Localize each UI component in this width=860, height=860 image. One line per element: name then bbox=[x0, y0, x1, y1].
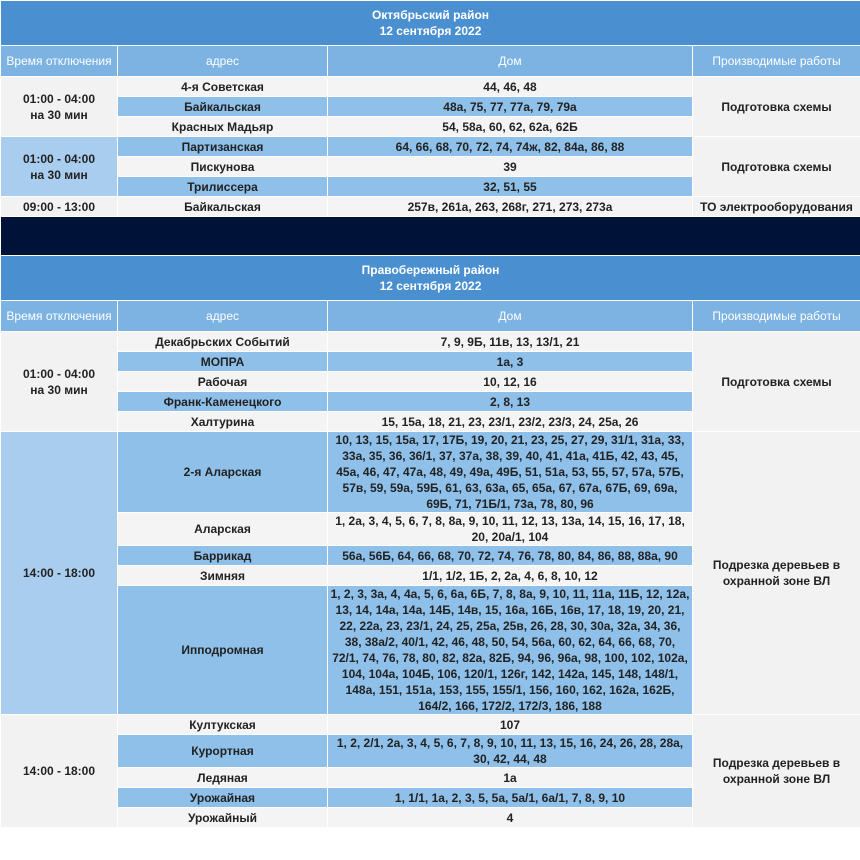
houses-cell: 15, 15а, 18, 21, 23, 23/1, 23/2, 23/3, 24, 25а, 26 bbox=[328, 412, 693, 432]
district-name: Правобережный район bbox=[361, 263, 500, 277]
col-time-header: Время отключения bbox=[1, 301, 118, 332]
houses-cell: 39 bbox=[328, 157, 693, 177]
street-cell: Байкальская bbox=[118, 197, 328, 217]
street-cell: Байкальская bbox=[118, 97, 328, 117]
street-cell: Партизанская bbox=[118, 137, 328, 157]
time-cell: 01:00 - 04:00 на 30 мин bbox=[1, 137, 118, 197]
houses-cell: 54, 58а, 60, 62, 62а, 62Б bbox=[328, 117, 693, 137]
street-cell: Ипподромная bbox=[118, 586, 328, 715]
section-separator bbox=[1, 217, 860, 256]
street-cell: Халтурина bbox=[118, 412, 328, 432]
table-row bbox=[1, 715, 860, 735]
houses-cell: 1а, 3 bbox=[328, 352, 693, 372]
col-time-header: Время отключения bbox=[1, 46, 118, 77]
houses-cell: 4 bbox=[328, 808, 693, 828]
col-address-header: адрес bbox=[118, 301, 328, 332]
houses-cell: 107 bbox=[328, 715, 693, 735]
schedule-date: 12 сентября 2022 bbox=[379, 279, 482, 293]
houses-cell: 1, 2, 3, 3а, 4, 4а, 5, 6, 6а, 6Б, 7, 8, 8а, 9, 10, 11, 11а, 11Б, 12, 12а, 13, 14, 14а, 14а, 14Б, 14в, 15, 16а, 16Б, 16в, 17, 18, 19, 20, 21, 22, 22а, 23, 23/1, 24, 25, 25а, 25в, 26, 28, 30, 30а, 32а, 34, 36, 38, 38а/2, 40/1, 42, 46, 48, 50, 54, 56а, 60, 62, 64, 66, 68, 70, 72/1, 74, 76, 78, 80, 82, 82а, 82Б, 94, 96, 96а, 98, 100, 102, 102а, 104, 104а, 104Б, 106, 120/1, 126г, 142, 142а, 145, 148, 148/1, 148а, 151, 151а, 153, 155, 155/1, 156, 160, 162, 162а, 162Б, 164/2, 166, 172/2, 172/3, 186, 188 bbox=[328, 586, 693, 715]
table-row bbox=[1, 432, 860, 513]
col-house-header: Дом bbox=[328, 301, 693, 332]
street-cell: Курортная bbox=[118, 735, 328, 768]
time-cell: 14:00 - 18:00 bbox=[1, 715, 118, 828]
houses-cell: 1, 2а, 3, 4, 5, 6, 7, 8, 8а, 9, 10, 11, 12, 13, 13а, 14, 15, 16, 17, 18, 20, 20а/1, 104 bbox=[328, 513, 693, 546]
work-cell: Подрезка деревьев в охранной зоне ВЛ bbox=[693, 715, 860, 828]
work-cell: Подготовка схемы bbox=[693, 332, 860, 432]
houses-cell: 56а, 56Б, 64, 66, 68, 70, 72, 74, 76, 78, 80, 84, 86, 88, 88а, 90 bbox=[328, 546, 693, 566]
street-cell: Рабочая bbox=[118, 372, 328, 392]
houses-cell: 7, 9, 9Б, 11в, 13, 13/1, 21 bbox=[328, 332, 693, 352]
time-cell: 09:00 - 13:00 bbox=[1, 197, 118, 217]
work-cell: ТО электрооборудования bbox=[693, 197, 860, 217]
header-row bbox=[1, 301, 860, 332]
street-cell: Декабрьских Событий bbox=[118, 332, 328, 352]
street-cell: 2-я Аларская bbox=[118, 432, 328, 513]
work-cell: Подготовка схемы bbox=[693, 137, 860, 197]
time-cell: 14:00 - 18:00 bbox=[1, 432, 118, 715]
table-row bbox=[1, 77, 860, 97]
street-cell: Трилиссера bbox=[118, 177, 328, 197]
work-cell: Подрезка деревьев в охранной зоне ВЛ bbox=[693, 432, 860, 715]
houses-cell: 1, 2, 2/1, 2а, 3, 4, 5, 6, 7, 8, 9, 10, 11, 13, 15, 16, 24, 26, 28, 28а, 30, 42, 44, 48 bbox=[328, 735, 693, 768]
houses-cell: 10, 13, 15, 15а, 17, 17Б, 19, 20, 21, 23, 25, 27, 29, 31/1, 31а, 33, 33а, 35, 36, 36/1, 37, 37а, 38, 39, 40, 41, 41а, 41Б, 42, 43, 45, 45а, 46, 47, 47а, 48, 49, 49а, 49Б, 51, 51а, 53, 55, 57, 57а, 57Б, 57в, 59, 59а, 59Б, 61, 63, 63а, 65, 65а, 67, 67а, 67Б, 69, 69а, 69Б, 71, 71Б/1, 73а, 78, 80, 96 bbox=[328, 432, 693, 513]
street-cell: Аларская bbox=[118, 513, 328, 546]
header-row bbox=[1, 46, 860, 77]
street-cell: Красных Мадьяр bbox=[118, 117, 328, 137]
houses-cell: 2, 8, 13 bbox=[328, 392, 693, 412]
street-cell: 4-я Советская bbox=[118, 77, 328, 97]
houses-cell: 64, 66, 68, 70, 72, 74, 74ж, 82, 84а, 86, 88 bbox=[328, 137, 693, 157]
houses-cell: 1, 1/1, 1а, 2, 3, 5, 5а, 5а/1, 6а/1, 7, 8, 9, 10 bbox=[328, 788, 693, 808]
houses-cell: 44, 46, 48 bbox=[328, 77, 693, 97]
houses-cell: 10, 12, 16 bbox=[328, 372, 693, 392]
street-cell: Франк-Каменецкого bbox=[118, 392, 328, 412]
time-cell: 01:00 - 04:00 на 30 мин bbox=[1, 332, 118, 432]
street-cell: Урожайная bbox=[118, 788, 328, 808]
street-cell: Баррикад bbox=[118, 546, 328, 566]
houses-cell: 257в, 261а, 263, 268г, 271, 273, 273а bbox=[328, 197, 693, 217]
table-row bbox=[1, 137, 860, 157]
houses-cell: 1а bbox=[328, 768, 693, 788]
schedule-date: 12 сентября 2022 bbox=[379, 24, 482, 38]
col-work-header: Производимые работы bbox=[693, 46, 860, 77]
table-row bbox=[1, 332, 860, 352]
col-address-header: адрес bbox=[118, 46, 328, 77]
street-cell: Култукская bbox=[118, 715, 328, 735]
col-house-header: Дом bbox=[328, 46, 693, 77]
street-cell: Пискунова bbox=[118, 157, 328, 177]
houses-cell: 32, 51, 55 bbox=[328, 177, 693, 197]
section-title bbox=[1, 256, 860, 301]
col-work-header: Производимые работы bbox=[693, 301, 860, 332]
time-cell: 01:00 - 04:00 на 30 мин bbox=[1, 77, 118, 137]
table-row bbox=[1, 197, 860, 217]
street-cell: Зимняя bbox=[118, 566, 328, 586]
district-name: Октябрьский район bbox=[371, 8, 490, 22]
street-cell: Ледяная bbox=[118, 768, 328, 788]
street-cell: МОПРА bbox=[118, 352, 328, 372]
work-cell: Подготовка схемы bbox=[693, 77, 860, 137]
street-cell: Урожайный bbox=[118, 808, 328, 828]
houses-cell: 1/1, 1/2, 1Б, 2, 2а, 4, 6, 8, 10, 12 bbox=[328, 566, 693, 586]
houses-cell: 48а, 75, 77, 77а, 79, 79а bbox=[328, 97, 693, 117]
section-title bbox=[1, 1, 860, 46]
